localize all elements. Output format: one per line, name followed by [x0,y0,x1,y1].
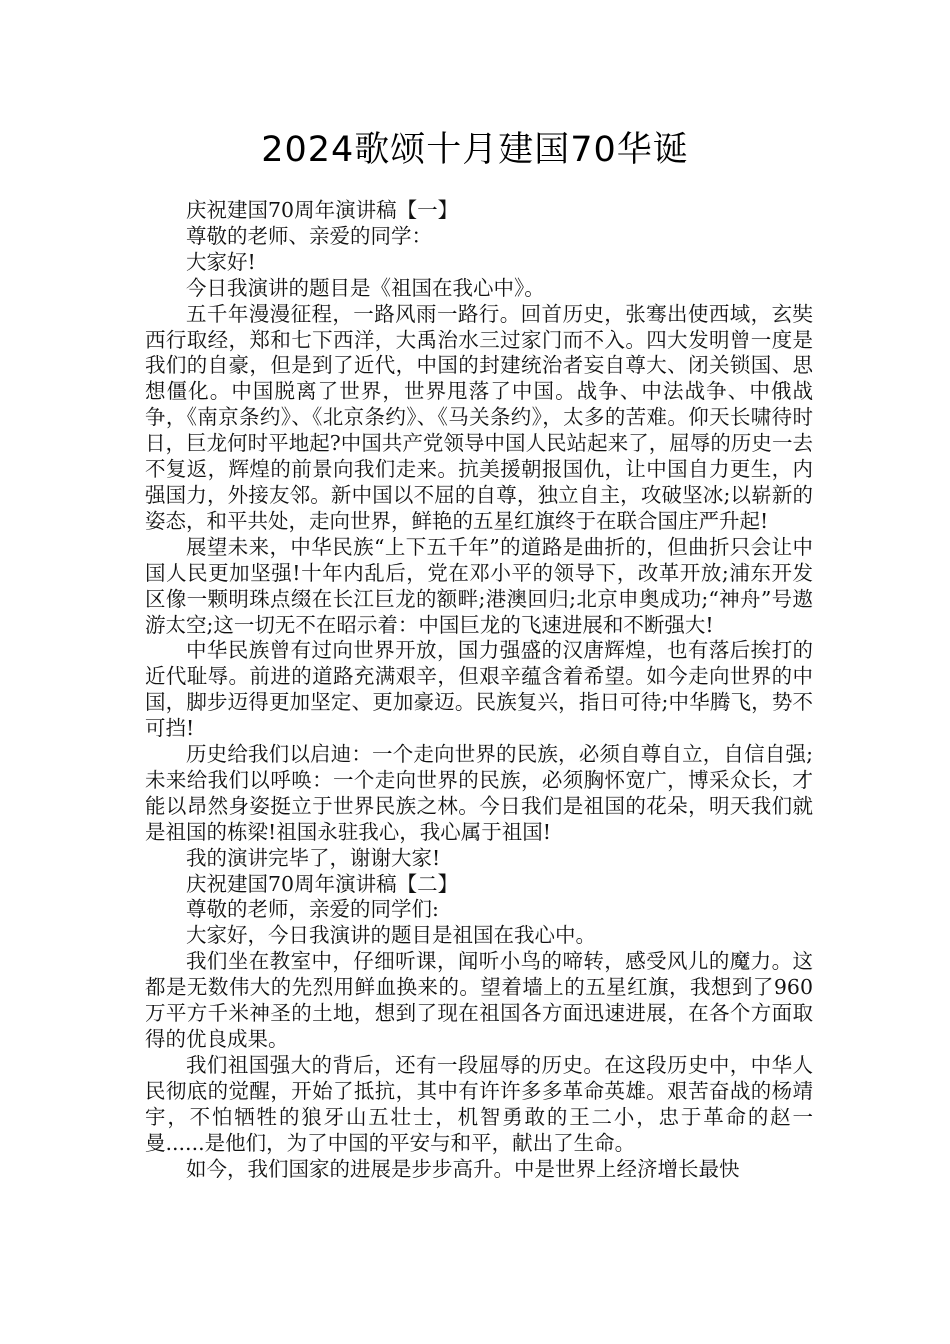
paragraph-classroom: 我们坐在教室中，仔细听课，闻听小鸟的啼转，感受风儿的魔力。这都是无数伟大的先烈用鲜血换来的。望着墙上的五星红旗，我想到了960万平方千米神圣的土地，想到了现在祖国各方面迅速进展，在各个方面取得的优良成果。 [145,949,813,1051]
paragraph-salutation-1: 尊敬的老师、亲爱的同学： [186,223,432,248]
paragraph-history: 五千年漫漫征程，一路风雨一路行。回首历史，张骞出使西域，玄奘西行取经，郑和七下西洋，大禹治水三过家门而不入。四大发明曾一度是我们的自豪，但是到了近代，中国的封建统治者妄自尊大、闭关锁国、思想僵化。中国脱离了世界，世界甩落了中国。战争、中法战争、中俄战争，《南京条约》、《北京条约》、《马关条约》，太多的苦难。仰天长啸待时日，巨龙何时平地起?中国共产党领导中国人民站起来了，屈辱的历史一去不复返，辉煌的前景向我们走来。抗美援朝报国仇，让中国自力更生，内强国力，外接友邻。新中国以不屈的自尊，独立自主，攻破坚冰;以崭新的姿态，和平共处，走向世界，鲜艳的五星红旗终于在联合国庄严升起! [145,301,813,533]
paragraph-speech-1-heading: 庆祝建国70周年演讲稿【一】 [186,198,459,222]
paragraph-progress: 如今，我们国家的进展是步步高升。中是世界上经济增长最快 [186,1156,740,1181]
document-title: 2024歌颂十月建国70华诞 [261,130,689,170]
paragraph-speech-2-heading: 庆祝建国70周年演讲稿【二】 [186,871,459,896]
paragraph-future: 展望未来，中华民族“上下五千年”的道路是曲折的，但曲折只会让中国人民更加坚强!十年内乱后，党在邓小平的领导下，改革开放;浦东开发区像一颗明珠点缀在长江巨龙的额畔;港澳回归;北京申奥成功;“神舟”号遨游太空;这一切无不在昭示着：中国巨龙的飞速进展和不断强大! [145,534,813,637]
paragraph-topic-2: 大家好，今日我演讲的题目是祖国在我心中。 [186,923,596,948]
document-body [145,198,813,1182]
paragraph-openness: 中华民族曾有过向世界开放，国力强盛的汉唐辉煌，也有落后挨打的近代耻辱。前进的道路充满艰辛，但艰辛蕴含着希望。如今走向世界的中国，脚步迈得更加坚定、更加豪迈。民族复兴，指日可待;中华腾飞，势不可挡! [145,638,813,741]
paragraph-heroes: 我们祖国强大的背后，还有一段屈辱的历史。在这段历史中，中华人民彻底的觉醒，开始了抵抗，其中有许许多多革命英雄。艰苦奋战的杨靖宇，不怕牺牲的狼牙山五壮士，机智勇敢的王二小，忠于革命的赵一曼......是他们，为了中国的平安与和平，献出了生命。 [145,1052,813,1155]
paragraph-salutation-2: 尊敬的老师，亲爱的同学们: [186,897,439,922]
paragraph-greeting-1: 大家好! [186,249,256,274]
paragraph-closing-1: 我的演讲完毕了，谢谢大家! [186,845,441,870]
paragraph-topic-1: 今日我演讲的题目是《祖国在我心中》。 [186,275,545,300]
paragraph-inspiration: 历史给我们以启迪：一个走向世界的民族，必须自尊自立，自信自强;未来给我们以呼唤：一个走向世界的民族，必须胸怀宽广，博采众长，才能以昂然身姿挺立于世界民族之林。今日我们是祖国的花朵，明天我们就是祖国的栋梁!祖国永驻我心，我心属于祖国! [145,742,813,844]
